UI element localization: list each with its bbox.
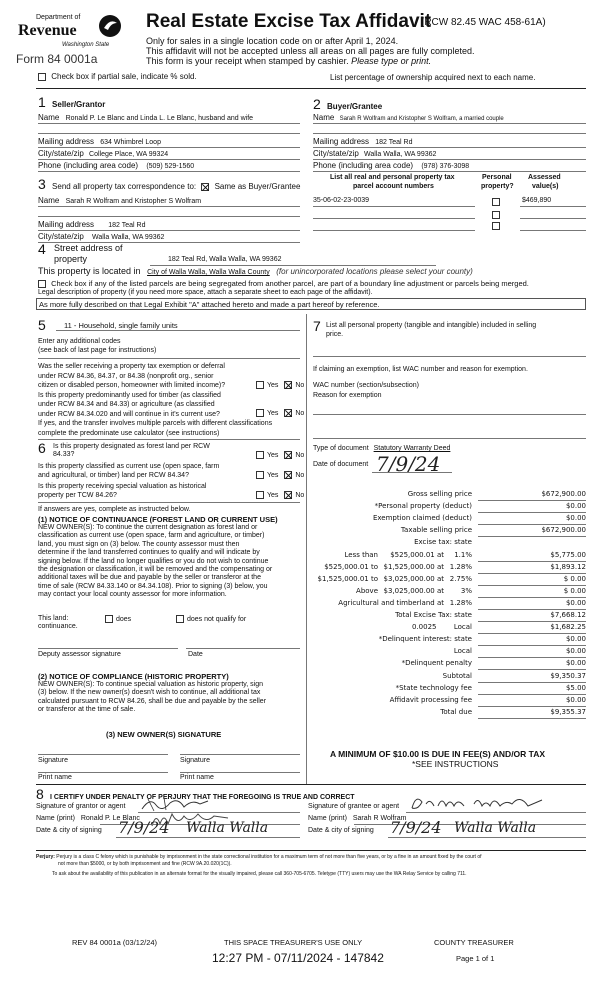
minimum-due-notice: A MINIMUM OF $10.00 IS DUE IN FEE(S) AND/OR TAX	[330, 749, 546, 759]
answers-yes-note: If answers are yes, complete as instructed below.	[38, 506, 191, 513]
forest-question-l1: Is this property designated as forest land per RCW	[53, 443, 210, 450]
section-7-number: 7	[313, 318, 321, 334]
subtotal-value[interactable]: $9,350.37	[550, 671, 586, 680]
document-type-label: Type of document	[313, 445, 369, 452]
legal-description-value: As more fully described on that Legal Exhibit "A" attached hereto and made a part hereof by reference.	[39, 300, 380, 309]
seller-name-label: Name	[38, 113, 60, 122]
personal-property-heading-l2: price.	[326, 331, 344, 338]
land-does-label: does	[116, 615, 132, 623]
same-as-buyer-checkbox[interactable]	[201, 183, 209, 191]
continuance-label: continuance.	[38, 623, 78, 630]
logo-text-dept: Department of	[36, 14, 81, 21]
header-line-1: Only for sales in a single location code on or after April 1, 2024.	[146, 36, 399, 46]
located-note: (for unincorporated locations please select your county)	[276, 267, 473, 276]
same-as-buyer-label: Same as Buyer/Grantee	[214, 182, 301, 191]
tier-4-underline	[478, 597, 586, 598]
land-does-not-label: does not qualify for	[187, 615, 247, 623]
timber-question-l3: under RCW 84.34.020 and will continue in it's current use?	[38, 410, 220, 418]
state-technology-fee-underline	[478, 694, 586, 695]
header-line-2: This affidavit will not be accepted unless all areas on all pages are fully completed.	[146, 46, 475, 56]
historic-question-l1: Is this property receiving special valuation as historical	[38, 483, 207, 490]
assessed-value-header-1: Assessed	[528, 174, 561, 181]
notice-continuance-line: land, you must sign on (3) below. The county assessor must then	[38, 540, 240, 548]
buyer-heading: Buyer/Grantee	[327, 102, 383, 111]
buyer-name-label: Name	[313, 113, 335, 122]
certify-statement: I CERTIFY UNDER PENALTY OF PERJURY THAT THE FOREGOING IS TRUE AND CORRECT	[50, 794, 355, 801]
forest-no-checkbox[interactable]	[284, 451, 292, 459]
personal-property-header-2: property?	[481, 183, 514, 190]
buyer-phone-value[interactable]: (978) 376-3098	[421, 163, 470, 170]
grantee-signature-label: Signature of grantee or agent	[308, 803, 400, 810]
exemption-claimed-underline	[478, 524, 586, 525]
section-8-number: 8	[36, 786, 44, 802]
buyer-mailing-label: Mailing address	[313, 137, 370, 146]
revenue-swirl-icon	[98, 14, 122, 38]
corr-city-value[interactable]: Walla Walla, WA 99362	[92, 234, 165, 241]
affidavit-processing-fee-value[interactable]: $0.00	[565, 695, 586, 704]
correspondence-label: Send all property tax correspondence to:	[52, 182, 197, 191]
tier-3-part-3: 2.75%	[449, 574, 472, 583]
corr-city-label: City/state/zip	[38, 232, 84, 241]
forest-question-l2: 84.33?	[53, 451, 75, 458]
seller-phone-label: Phone (including area code)	[38, 161, 139, 170]
exemption-claimed-label: Exemption claimed (deduct)	[372, 514, 472, 523]
delinquent-interest-state-underline	[478, 645, 586, 646]
exemption-claimed-value[interactable]: $0.00	[565, 514, 586, 523]
gross-selling-price-value[interactable]: $672,900.00	[541, 490, 586, 498]
grantee-signature[interactable]	[408, 792, 548, 814]
notice-compliance-line: calculated pursuant to RCW 84.26, shall be due and payable by the seller	[38, 697, 267, 705]
forest-yes-label: Yes	[267, 451, 279, 459]
delinquent-penalty-value[interactable]: $0.00	[565, 659, 586, 668]
legal-description-box[interactable]	[36, 298, 586, 310]
header-line-3: This form is your receipt when stamped by cashier.	[146, 56, 349, 66]
section-4-number: 4	[38, 241, 46, 257]
exemption-yes-checkbox[interactable]	[256, 381, 264, 389]
street-address-value[interactable]: 182 Teal Rd, Walla Walla, WA 99362	[168, 256, 282, 263]
notice-continuance-line: determine if the land transferred continues to qualify and will indicate by	[38, 549, 260, 557]
local-rate: 0.0025	[412, 623, 437, 632]
notice-compliance-line: or transferor at the time of sale.	[38, 706, 136, 714]
current-use-no-checkbox[interactable]	[284, 471, 292, 479]
tier-2-part-3: 1.28%	[449, 562, 472, 571]
corr-name-value[interactable]: Sarah R Wolfram and Kristopher S Wolfram	[65, 198, 202, 205]
exemption-no-checkbox[interactable]	[284, 381, 292, 389]
header-line-3-italic: Please type or print.	[351, 56, 432, 66]
street-label-2: property	[54, 254, 88, 264]
perjury-text-l1: Perjury is a class C felony which is punishable by imprisonment in the state correctional institution for a maximum term of not more than five years, or by a fine in an amount fixed by the court of	[56, 854, 482, 860]
notice-continuance-line: classification as current use (open space, farm and agriculture, or timber)	[38, 532, 265, 540]
agricultural-timberland-rate: 1.28%	[449, 598, 472, 607]
parcels-header-2: parcel account numbers	[353, 183, 434, 190]
new-owner-print-name-1-label: Print name	[38, 774, 72, 781]
additional-codes-label-1: Enter any additional codes	[38, 338, 121, 345]
multi-parcel-note-l1: If yes, and the transfer involves multiple parcels with different classifications	[38, 420, 273, 427]
historic-yes-checkbox[interactable]	[256, 491, 264, 499]
notice-continuance-line: signing below. If the land no longer qualifies or you do not wish to continue	[38, 557, 269, 565]
grantor-name-value[interactable]: Ronald P. Le Blanc	[80, 815, 140, 822]
partial-sale-label: Check box if partial sale, indicate % sold.	[51, 72, 197, 81]
segregated-label: Check box if any of the listed parcels are being segregated from another parcel, are part of a boundary line adjustment or parcels being merged.	[51, 279, 529, 288]
notice-continuance-body	[38, 524, 272, 600]
tier-3-part-1: $1,525,000.01 to	[317, 574, 378, 583]
land-does-checkbox[interactable]	[105, 615, 113, 623]
historic-question-l2: property per TCW 84.26?	[38, 492, 117, 499]
subtotal-label: Subtotal	[442, 671, 472, 680]
historic-no-checkbox[interactable]	[284, 491, 292, 499]
exemption-no-label: No	[295, 381, 305, 389]
new-owner-signature-title: (3) NEW OWNER(S) SIGNATURE	[106, 730, 222, 739]
gross-selling-price-underline	[478, 500, 586, 501]
parcel-number-1[interactable]: 35-06-02-23-0039	[313, 197, 370, 204]
tier-2-value[interactable]: $1,893.12	[550, 562, 586, 571]
personal-property-deduct-label: *Personal property (deduct)	[374, 502, 472, 511]
perjury-text-l2: not more than $5000, or by both imprisonment and fine (RCW 9A.20.020(1C)).	[58, 860, 232, 867]
current-use-question-l1: Is this property classified as current use (open space, farm	[38, 463, 220, 470]
current-use-no-label: No	[295, 471, 305, 479]
tier-3-value[interactable]: $ 0.00	[563, 574, 586, 583]
ownership-note: List percentage of ownership acquired next to each name.	[330, 73, 536, 82]
agricultural-timberland-underline	[478, 609, 586, 610]
gross-selling-price-label: Gross selling price	[407, 490, 472, 498]
corr-name-label: Name	[38, 196, 60, 205]
delinquent-interest-local-underline	[478, 657, 586, 658]
grantor-date-city-label: Date & city of signing	[36, 827, 102, 834]
tier-2-part-2: $1,525,000.00 at	[383, 562, 444, 571]
delinquent-interest-state-value[interactable]: $0.00	[565, 635, 586, 644]
section-1-number: 1	[38, 94, 46, 110]
exemption-yes-label: Yes	[267, 381, 279, 389]
section-6-number: 6	[38, 440, 46, 456]
tier-3-part-2: $3,025,000.00 at	[383, 574, 444, 583]
total-excise-state-label: Total Excise Tax: state	[395, 611, 472, 619]
legal-description-label: Legal description of property (if you need more space, attach a separate sheet to each page of the affidavit).	[38, 289, 373, 296]
forest-no-label: No	[295, 451, 305, 459]
delinquent-interest-local-value[interactable]: $0.00	[565, 647, 586, 656]
document-date-label: Date of document	[313, 461, 369, 468]
personal-property-deduct-underline	[478, 512, 586, 513]
seller-heading: Seller/Grantor	[52, 100, 106, 109]
timber-question-l1: Is this property predominantly used for timber (as classified	[38, 391, 221, 399]
section-5-number: 5	[38, 317, 46, 333]
tier-4-part-2: $3,025,000.00 at	[383, 586, 444, 595]
new-owner-print-name-2-label: Print name	[180, 774, 214, 781]
seller-name-value[interactable]: Ronald P. Le Blanc and Linda L. Le Blanc, husband and wife	[65, 115, 254, 122]
timber-yes-label: Yes	[267, 409, 279, 417]
buyer-city-value[interactable]: Walla Walla, WA 99362	[364, 151, 437, 158]
tier-4-part-1: Above	[356, 586, 378, 595]
agricultural-timberland-label: Agricultural and timberland at	[338, 598, 444, 607]
use-code-value[interactable]: 11 - Household, single family units	[64, 321, 178, 330]
county-treasurer-label: COUNTY TREASURER	[434, 938, 514, 947]
corr-mailing-value[interactable]: 182 Teal Rd	[108, 222, 146, 229]
notice-continuance-line: may contact your local county assessor for more information.	[38, 591, 227, 599]
grantee-city-value[interactable]: Walla Walla	[454, 820, 537, 836]
buyer-name-value[interactable]: Sarah R Wolfram and Kristopher S Wolfram, a married couple	[339, 116, 504, 122]
parcels-header-1: List all real and personal property tax	[330, 174, 455, 181]
affidavit-processing-fee-label: Affidavit processing fee	[389, 695, 472, 704]
located-label: This property is located in	[38, 266, 141, 276]
see-instructions-note: *SEE INSTRUCTIONS	[412, 759, 499, 769]
buyer-phone-label: Phone (including area code)	[313, 161, 414, 170]
total-due-value[interactable]: $9,355.37	[550, 707, 586, 716]
forest-yes-checkbox[interactable]	[256, 451, 264, 459]
availability-note: To ask about the availability of this publication in an alternate format for the visually impaired, please call 360-705-6705. Teletype (TTY) users may use the WA Relay Service by calling 711.	[52, 871, 467, 877]
segregated-checkbox[interactable]	[38, 280, 46, 288]
grantor-city-value[interactable]: Walla Walla	[186, 820, 269, 836]
historic-no-label: No	[295, 491, 305, 499]
tier-1-part-2: $525,000.01 at	[390, 550, 444, 559]
notice-continuance-title: (1) NOTICE OF CONTINUANCE (FOREST LAND OR CURRENT USE)	[38, 515, 278, 524]
this-land-label: This land:	[38, 615, 69, 622]
timber-yes-checkbox[interactable]	[256, 409, 264, 417]
exemption-reason-label: Reason for exemption	[313, 392, 382, 399]
exemption-question-l1: Was the seller receiving a property tax exemption or deferral	[38, 363, 225, 370]
personal-property-checkbox-1[interactable]	[492, 198, 500, 206]
new-owner-signature-1-label: Signature	[38, 757, 68, 764]
perjury-label: Perjury:	[36, 854, 55, 860]
deputy-assessor-signature-label: Deputy assessor signature	[38, 651, 121, 658]
agricultural-timberland-value[interactable]: $0.00	[565, 598, 586, 607]
street-label-1: Street address of	[54, 243, 123, 253]
located-value[interactable]: City of Walla Walla, Walla Walla County	[147, 269, 270, 276]
exemption-question-l3: citizen or disabled person, homeowner with limited income)?	[38, 382, 226, 389]
tier-4-part-3: 3%	[460, 586, 472, 595]
timber-no-label: No	[295, 409, 305, 417]
seller-mailing-value[interactable]: 634 Whimbrel Loop	[100, 139, 161, 146]
personal-property-checkbox-2[interactable]	[492, 211, 500, 219]
seller-city-value[interactable]: College Place, WA 99324	[89, 151, 169, 158]
form-statute: (RCW 82.45 WAC 458-61A)	[421, 17, 546, 28]
tier-1-part-3: 1.1%	[454, 550, 472, 559]
delinquent-penalty-label: *Delinquent penalty	[401, 659, 472, 668]
notice-compliance-line: (3) below. If the new owner(s) doesn't wish to continue, all additional tax	[38, 689, 261, 697]
taxable-selling-price-label: Taxable selling price	[400, 526, 472, 535]
local-label: Local	[453, 623, 472, 632]
tier-4-value[interactable]: $ 0.00	[563, 586, 586, 595]
grantor-signature-label: Signature of grantor or agent	[36, 803, 126, 810]
total-excise-state-value[interactable]: $7,668.12	[550, 611, 586, 619]
current-use-yes-label: Yes	[267, 471, 279, 479]
form-title: Real Estate Excise Tax Affidavit	[146, 11, 432, 32]
tier-2-underline	[478, 573, 586, 574]
grantee-name-value[interactable]: Sarah R Wolfram	[352, 815, 407, 822]
excise-tax-state-label: Excise tax: state	[414, 538, 472, 547]
form-number: Form 84 0001a	[16, 52, 98, 66]
state-technology-fee-label: *State technology fee	[395, 683, 472, 692]
section-2-number: 2	[313, 96, 321, 112]
assessed-value-1[interactable]: $469,890	[522, 197, 552, 204]
total-excise-state-underline	[478, 621, 586, 622]
delinquent-penalty-underline	[478, 669, 586, 670]
seller-mailing-label: Mailing address	[38, 137, 95, 146]
assessed-value-header-2: value(s)	[532, 183, 559, 190]
excise-local-underline	[478, 633, 586, 634]
timber-no-checkbox[interactable]	[284, 409, 292, 417]
notice-continuance-line: additional taxes will be due and payable by the seller or transferor at the	[38, 574, 261, 582]
taxable-selling-price-underline	[478, 536, 586, 537]
tier-3-underline	[478, 585, 586, 586]
state-technology-fee-value[interactable]: $5.00	[565, 683, 586, 692]
affidavit-processing-fee-underline	[478, 706, 586, 707]
receipt-stamp: 12:27 PM - 07/11/2024 - 147842	[212, 951, 384, 965]
deputy-date-label: Date	[188, 651, 203, 658]
timber-question-l2: under RCW 84.34 and 84.33) or agriculture (as classified	[38, 401, 215, 408]
grantee-date-city-label: Date & city of signing	[308, 827, 374, 834]
notice-continuance-line: time of sale (RCW 84.33.140 or 84.34.108). Prior to signing (3) below, you	[38, 582, 268, 590]
corr-mailing-label: Mailing address	[38, 220, 95, 229]
buyer-mailing-value[interactable]: 182 Teal Rd	[375, 139, 413, 146]
grantee-name-label: Name (print)	[308, 815, 347, 822]
document-type-value[interactable]: Statutory Warranty Deed	[373, 445, 451, 452]
logo-text-revenue: Revenue	[18, 22, 77, 39]
notice-continuance-line: the designation or classification, it will be removed and the compensating or	[38, 566, 273, 574]
personal-property-deduct-value[interactable]: $0.00	[565, 502, 586, 511]
personal-property-checkbox-3[interactable]	[492, 222, 500, 230]
department-of-revenue-logo	[14, 10, 128, 72]
wac-number-label: WAC number (section/subsection)	[313, 382, 419, 389]
grantee-date-value[interactable]: 7/9/24	[390, 818, 442, 837]
land-does-not-checkbox[interactable]	[176, 615, 184, 623]
grantor-date-value[interactable]: 7/9/24	[118, 818, 170, 837]
buyer-city-label: City/state/zip	[313, 149, 359, 158]
additional-codes-label-2: (see back of last page for instructions)	[38, 347, 157, 354]
treasurer-use-only: THIS SPACE TREASURER'S USE ONLY	[224, 938, 363, 947]
logo-text-washington: Washington State	[62, 42, 110, 48]
document-date-value[interactable]: 7/9/24	[376, 452, 441, 476]
historic-yes-label: Yes	[267, 491, 279, 499]
form-revision: REV 84 0001a (03/12/24)	[72, 938, 158, 947]
section-3-number: 3	[38, 176, 46, 192]
partial-sale-checkbox[interactable]	[38, 73, 46, 81]
seller-phone-value[interactable]: (509) 529-1560	[146, 163, 195, 170]
grantor-name-label: Name (print)	[36, 815, 75, 822]
tier-1-part-1: Less than	[344, 550, 378, 559]
total-due-label: Total due	[440, 707, 472, 716]
delinquent-interest-local-label: Local	[453, 647, 472, 656]
delinquent-interest-state-label: *Delinquent interest: state	[378, 635, 472, 644]
tier-1-underline	[478, 561, 586, 562]
notice-compliance-body	[38, 681, 266, 715]
notice-continuance-line: NEW OWNER(S): To continue the current designation as forest land or	[38, 524, 258, 531]
page-number: Page 1 of 1	[456, 954, 495, 963]
excise-local-value[interactable]: $1,682.25	[550, 623, 586, 632]
taxable-selling-price-value[interactable]: $672,900.00	[541, 526, 586, 535]
tier-2-part-1: $525,000.01 to	[324, 562, 378, 571]
exemption-question-l2: under RCW 84.36, 84.37, or 84.38 (nonprofit org., senior	[38, 372, 214, 380]
seller-city-label: City/state/zip	[38, 149, 84, 158]
personal-property-heading-l1: List all personal property (tangible and intangible) included in selling	[326, 322, 537, 329]
notice-compliance-title: (2) NOTICE OF COMPLIANCE (HISTORIC PROPERTY)	[38, 672, 229, 681]
current-use-yes-checkbox[interactable]	[256, 471, 264, 479]
personal-property-header-1: Personal	[482, 174, 512, 181]
new-owner-signature-2-label: Signature	[180, 757, 210, 764]
current-use-question-l2: and agricultural, or timber) land per RCW 84.34?	[38, 472, 189, 479]
exemption-claim-note: If claiming an exemption, list WAC number and reason for exemption.	[313, 366, 528, 373]
tier-1-value[interactable]: $5,775.00	[550, 550, 586, 559]
notice-compliance-line: NEW OWNER(S): To continue special valuation as historic property, sign	[38, 681, 263, 688]
subtotal-underline	[478, 682, 586, 683]
multi-parcel-note-l2: complete the predominate use calculator (see instructions)	[38, 429, 220, 437]
total-due-underline	[478, 718, 586, 719]
